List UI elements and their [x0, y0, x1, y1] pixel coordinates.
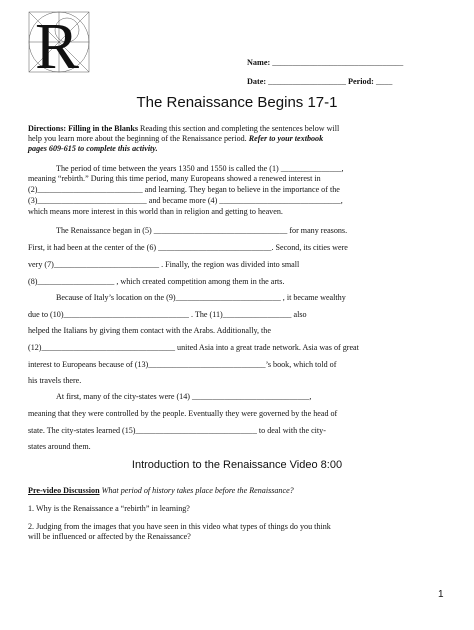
question-2-cont: will be influenced or affected by the Renaissance? — [28, 532, 191, 541]
p3-line: helped the Italians by giving them contact with the Arabs. Additionally, the — [28, 326, 271, 335]
p3-line: interest to Europeans because of (13)_____________________________’s book, which told of — [28, 360, 337, 369]
date-period-field[interactable] — [247, 77, 392, 86]
date-blank[interactable]: ___________________ — [268, 77, 346, 86]
p1-line: (3)___________________________ and became more (4) ______________________________, — [28, 196, 343, 205]
p4-line: states around them. — [28, 442, 91, 451]
question-2: 2. Judging from the images that you have seen in this video what types of things do you think — [28, 522, 331, 531]
p3-line: Because of Italy’s location on the (9)__________________________ , it became wealthy — [56, 293, 346, 302]
page-title: The Renaissance Begins 17-1 — [136, 94, 338, 111]
p2-line: The Renaissance began in (5) _________________________________ for many reasons. — [56, 226, 348, 235]
video-title: Introduction to the Renaissance Video 8:00 — [131, 459, 343, 471]
p1-line: (2)__________________________ and learning. They began to believe in the importance of the — [28, 185, 340, 194]
pre-video-discussion — [28, 486, 294, 496]
p2-line: very (7)__________________________ . Finally, the region was divided into small — [28, 260, 300, 269]
p4-line: At first, many of the city-states were (14) _____________________________, — [56, 392, 312, 401]
directions-line-1: Directions: Filling in the Blanks Reading this section and completing the sentences below will — [28, 124, 340, 133]
pre-video-question: What period of history takes place before the Renaissance? — [99, 486, 294, 495]
p3-line: his travels there. — [28, 376, 82, 385]
p1-line: The period of time between the years 1350 and 1550 is called the (1) _______________, — [56, 164, 344, 173]
renaissance-logo — [27, 10, 91, 74]
p4-line: meaning that they were controlled by the people. Eventually they were governed by the head of — [28, 409, 338, 418]
period-blank[interactable]: ____ — [375, 77, 393, 86]
directions-line-3: pages 609-615 to complete this activity. — [28, 144, 158, 153]
name-label: Name: — [247, 58, 271, 67]
directions-heading: Directions: Filling in the Blanks — [28, 124, 139, 133]
logo-letter: R — [35, 10, 80, 74]
p4-line: state. The city-states learned (15)______________________________ to deal with the city- — [28, 426, 326, 435]
pre-video-heading: Pre-video Discussion — [28, 486, 100, 495]
p3-line: (12)_________________________________ united Asia into a great trade network. Asia was of great — [28, 343, 359, 352]
question-1: 1. Why is the Renaissance a “rebirth” in learning? — [28, 504, 190, 513]
p3-line: due to (10)_______________________________ . The (11)_________________ also — [28, 310, 307, 319]
p1-line: meaning “rebirth.” During this time period, many Europeans showed a renewed interest in — [28, 174, 321, 183]
p2-line: (8)___________________ , which created competition among them in the arts. — [28, 277, 285, 286]
p2-line: First, it had been at the center of the (6) ____________________________. Second, its cities were — [28, 243, 348, 252]
name-field[interactable] — [247, 58, 403, 67]
page-number: 1 — [438, 589, 444, 600]
date-label: Date: — [247, 77, 267, 86]
directions-line-2: help you learn more about the beginning of the Renaissance period. Refer to your textbook — [28, 134, 324, 143]
p1-line: which means more interest in this world than in religion and getting to heaven. — [28, 207, 283, 216]
name-blank[interactable]: ________________________________ — [272, 58, 404, 67]
period-label: Period: — [347, 77, 374, 86]
